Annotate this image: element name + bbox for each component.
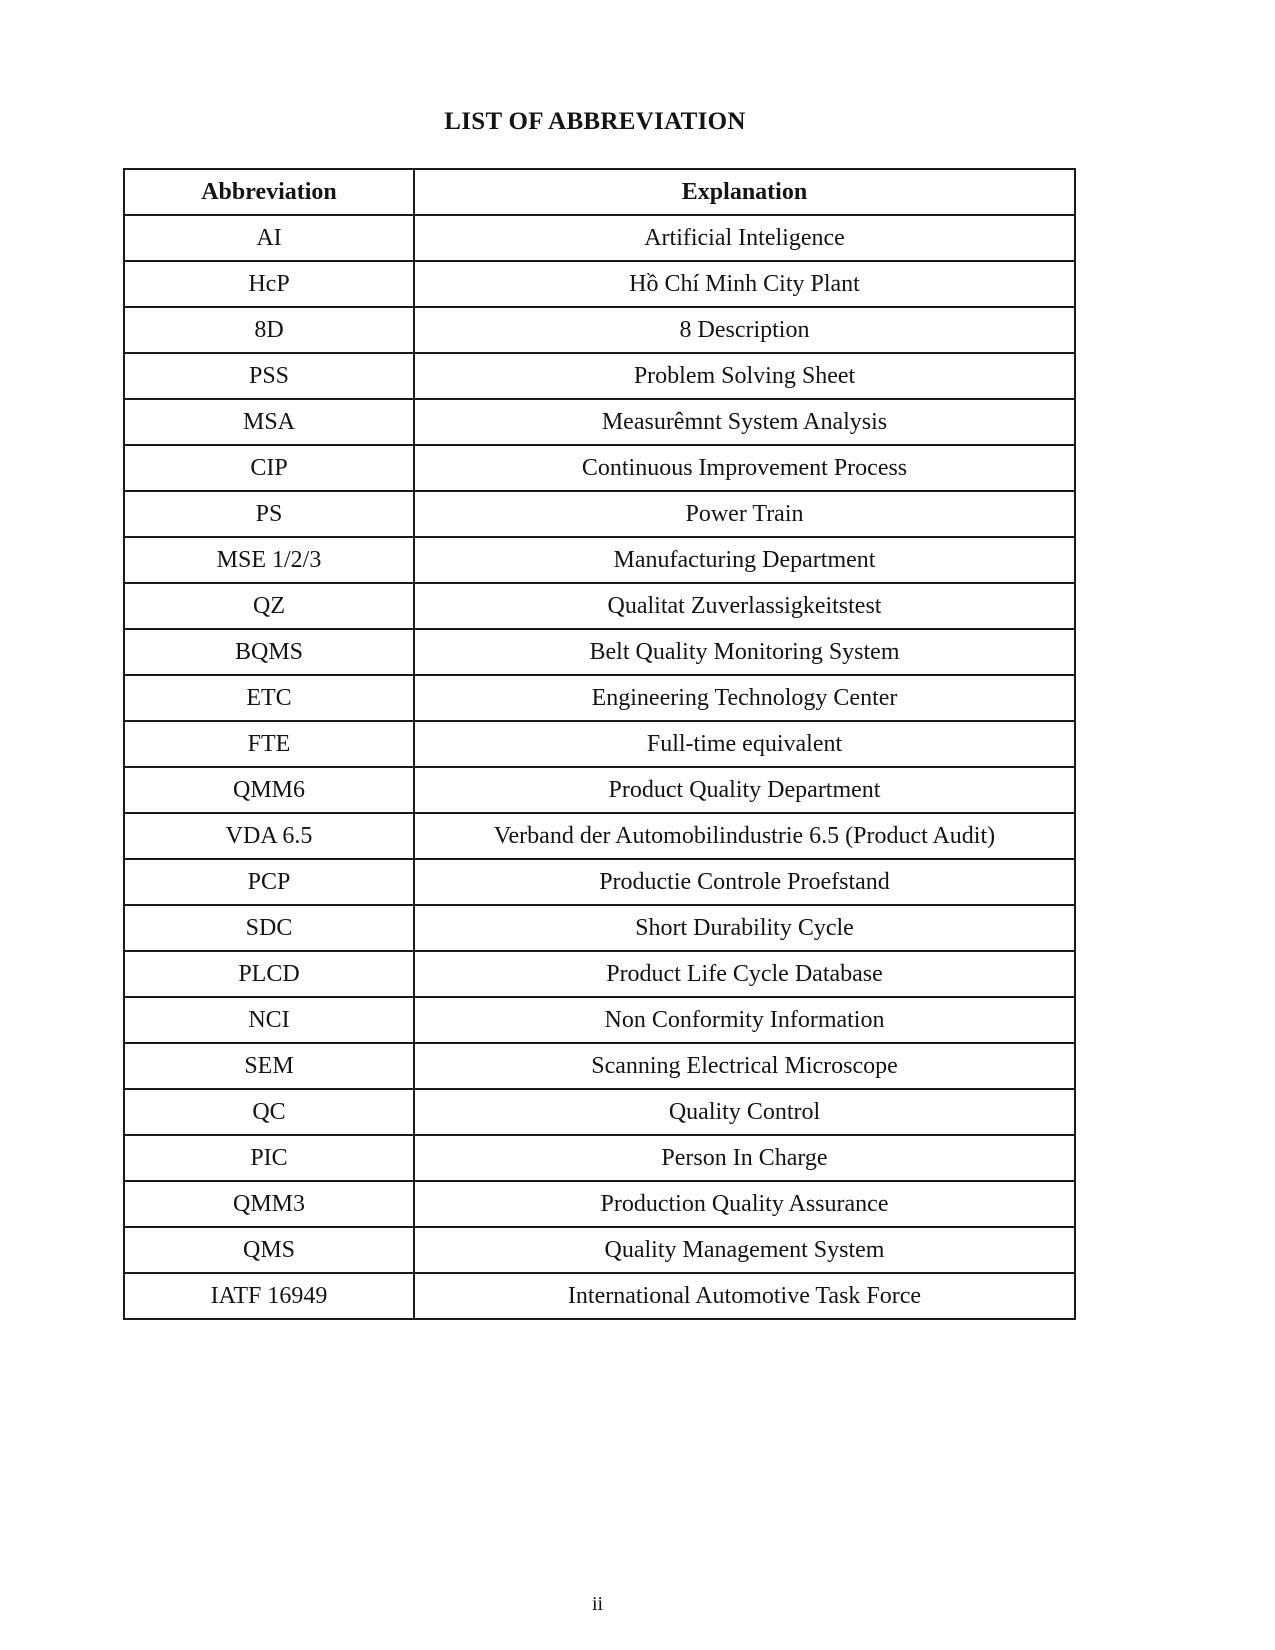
abbreviation-cell: NCI: [124, 997, 414, 1043]
explanation-cell: Product Life Cycle Database: [414, 951, 1075, 997]
abbreviation-cell: QC: [124, 1089, 414, 1135]
abbreviation-cell: PSS: [124, 353, 414, 399]
explanation-cell: 8 Description: [414, 307, 1075, 353]
table-row: [124, 721, 1075, 767]
table-row: [124, 1043, 1075, 1089]
explanation-cell: Continuous Improvement Process: [414, 445, 1075, 491]
table-row: [124, 767, 1075, 813]
abbreviation-cell: BQMS: [124, 629, 414, 675]
explanation-cell: Quality Management System: [414, 1227, 1075, 1273]
explanation-cell: Manufacturing Department: [414, 537, 1075, 583]
explanation-cell: Production Quality Assurance: [414, 1181, 1075, 1227]
table-row: [124, 1135, 1075, 1181]
abbreviation-cell: SEM: [124, 1043, 414, 1089]
table-row: [124, 813, 1075, 859]
explanation-cell: Short Durability Cycle: [414, 905, 1075, 951]
table-row: [124, 629, 1075, 675]
explanation-cell: Belt Quality Monitoring System: [414, 629, 1075, 675]
explanation-cell: Verband der Automobilindustrie 6.5 (Product Audit): [414, 813, 1075, 859]
abbreviation-cell: MSE 1/2/3: [124, 537, 414, 583]
explanation-cell: Power Train: [414, 491, 1075, 537]
table-row: [124, 1273, 1075, 1319]
table-row: [124, 951, 1075, 997]
table-row: [124, 859, 1075, 905]
abbreviation-cell: HcP: [124, 261, 414, 307]
abbreviation-cell: MSA: [124, 399, 414, 445]
abbreviation-cell: AI: [124, 215, 414, 261]
abbreviation-cell: PLCD: [124, 951, 414, 997]
table-row: [124, 1181, 1075, 1227]
abbreviation-cell: QMM6: [124, 767, 414, 813]
abbreviation-cell: QZ: [124, 583, 414, 629]
table-row: [124, 353, 1075, 399]
explanation-cell: Product Quality Department: [414, 767, 1075, 813]
table-row: [124, 307, 1075, 353]
abbreviation-cell: QMS: [124, 1227, 414, 1273]
page-title: LIST OF ABBREVIATION: [444, 108, 746, 135]
table-row: [124, 445, 1075, 491]
explanation-cell: International Automotive Task Force: [414, 1273, 1075, 1319]
header-abbreviation: Abbreviation: [124, 169, 414, 215]
abbreviation-cell: 8D: [124, 307, 414, 353]
table-row: [124, 905, 1075, 951]
explanation-cell: Hồ Chí Minh City Plant: [414, 261, 1075, 307]
explanation-cell: Scanning Electrical Microscope: [414, 1043, 1075, 1089]
abbreviation-cell: CIP: [124, 445, 414, 491]
table-row: [124, 491, 1075, 537]
abbreviation-cell: PS: [124, 491, 414, 537]
table-row: [124, 537, 1075, 583]
table-row: [124, 215, 1075, 261]
table-row: [124, 997, 1075, 1043]
page-number: ii: [591, 1593, 604, 1615]
explanation-cell: Person In Charge: [414, 1135, 1075, 1181]
explanation-cell: Qualitat Zuverlassigkeitstest: [414, 583, 1075, 629]
abbreviation-cell: QMM3: [124, 1181, 414, 1227]
header-explanation: Explanation: [414, 169, 1075, 215]
abbreviation-cell: FTE: [124, 721, 414, 767]
explanation-cell: Full-time equivalent: [414, 721, 1075, 767]
abbreviation-cell: PIC: [124, 1135, 414, 1181]
table-row: [124, 261, 1075, 307]
abbreviation-cell: PCP: [124, 859, 414, 905]
abbreviation-cell: ETC: [124, 675, 414, 721]
table-row: [124, 1089, 1075, 1135]
explanation-cell: Problem Solving Sheet: [414, 353, 1075, 399]
explanation-cell: Quality Control: [414, 1089, 1075, 1135]
table-row: [124, 675, 1075, 721]
table-row: [124, 583, 1075, 629]
table-row: [124, 399, 1075, 445]
abbreviation-cell: VDA 6.5: [124, 813, 414, 859]
explanation-cell: Engineering Technology Center: [414, 675, 1075, 721]
explanation-cell: Non Conformity Information: [414, 997, 1075, 1043]
abbreviation-table: [123, 168, 1076, 1320]
abbreviation-cell: SDC: [124, 905, 414, 951]
abbreviation-cell: IATF 16949: [124, 1273, 414, 1319]
table-row: [124, 1227, 1075, 1273]
explanation-cell: Productie Controle Proefstand: [414, 859, 1075, 905]
table-header-row: [124, 169, 1075, 215]
explanation-cell: Artificial Inteligence: [414, 215, 1075, 261]
explanation-cell: Measurêmnt System Analysis: [414, 399, 1075, 445]
